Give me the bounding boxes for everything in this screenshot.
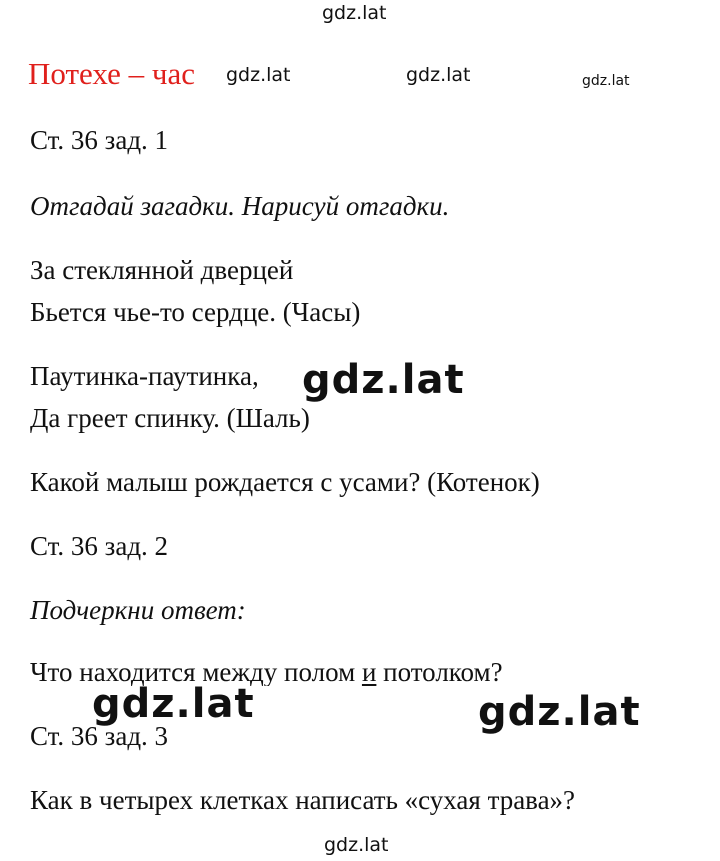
riddle1-line1: За стеклянной дверцей: [30, 255, 294, 285]
watermark-title-2: gdz.lat: [406, 64, 471, 86]
watermark-right-large: gdz.lat: [478, 689, 641, 735]
watermark-title-3: gdz.lat: [582, 73, 630, 89]
watermark-title-1: gdz.lat: [226, 64, 291, 86]
question1-before: Что находится между полом: [30, 657, 362, 686]
watermark-top: gdz.lat: [322, 2, 387, 24]
task1-heading: Ст. 36 зад. 1: [30, 125, 169, 155]
watermark-bottom: gdz.lat: [324, 834, 389, 856]
riddle2-line2: Да греет спинку. (Шаль): [30, 403, 310, 433]
task1-instruction: Отгадай загадки. Нарисуй отгадки.: [30, 191, 450, 221]
riddle3: Какой малыш рождается с усами? (Котенок): [30, 467, 540, 497]
riddle1-line2: Бьется чье-то сердце. (Часы): [30, 297, 361, 327]
page-title: Потехе – час: [28, 56, 195, 91]
riddle2-line1: Паутинка-паутинка,: [30, 361, 259, 391]
task2-instruction: Подчеркни ответ:: [30, 595, 246, 625]
task2-heading: Ст. 36 зад. 2: [30, 531, 169, 561]
question2: Как в четырех клетках написать «сухая трава»?: [30, 785, 576, 815]
question1-after: потолком?: [376, 657, 503, 686]
watermark-left-large: gdz.lat: [92, 681, 255, 727]
task3-heading: Ст. 36 зад. 3: [30, 721, 169, 751]
question1-answer: и: [361, 657, 377, 686]
watermark-middle-large: gdz.lat: [302, 357, 465, 403]
